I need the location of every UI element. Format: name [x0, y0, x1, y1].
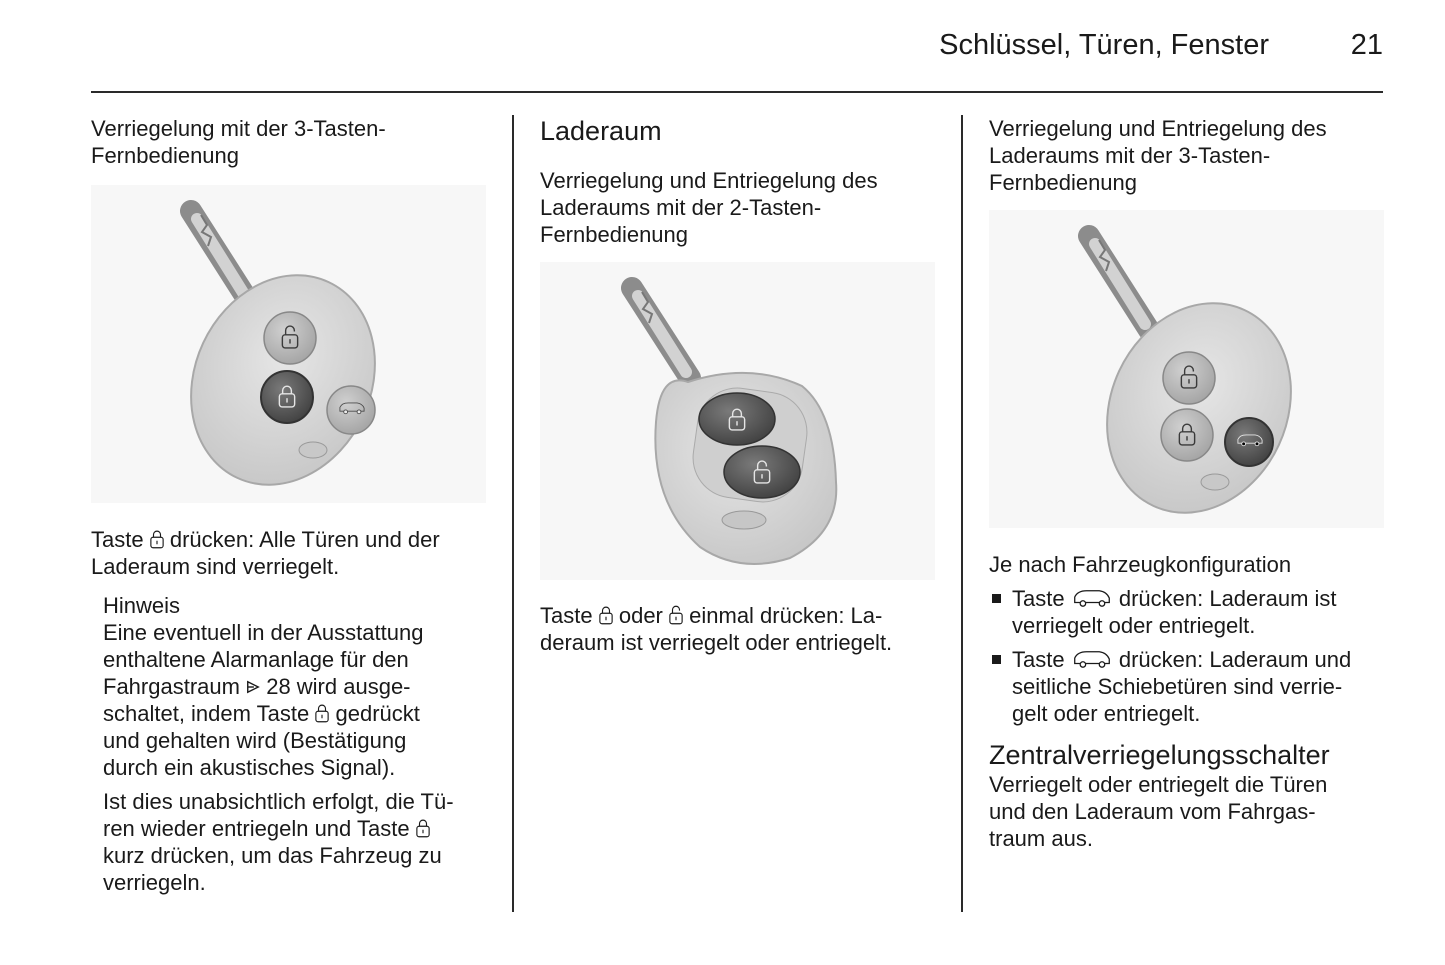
column-3 [989, 115, 1389, 852]
column-divider-1 [512, 115, 514, 912]
figure-2-button-remote [540, 262, 935, 580]
figure-3-button-remote-cargo [989, 210, 1384, 528]
van-icon [1071, 649, 1113, 669]
lock-icon [599, 605, 613, 625]
lock-icon [150, 529, 164, 549]
column-divider-2 [961, 115, 963, 912]
unlock-button [264, 312, 316, 364]
lock-button [699, 393, 775, 445]
section-heading-zentralverriegelung: Zentralverriegelungsschalter [989, 740, 1330, 770]
column-1 [91, 115, 496, 896]
note-title: Hinweis [103, 593, 181, 618]
col3-subheading: Verriegelung und Entriegelung des Laderaums mit der 3-Tasten- Fernbedienung [989, 116, 1327, 195]
note-paragraph-2: Ist dies unabsichtlich erfolgt, die Tü- ren wieder entriegeln und Taste kurz drücken, um das Fahrzeug zu verriegeln. [103, 789, 454, 895]
unlock-button [724, 446, 800, 498]
col1-figure-caption: Taste drücken: Alle Türen und der Laderaum sind verriegelt. [91, 527, 440, 579]
page-number: 21 [1350, 29, 1383, 61]
col3-body: Verriegelt oder entriegelt die Türen und den Laderaum vom Fahrgas- traum aus. [989, 772, 1328, 851]
col2-subheading: Verriegelung und Entriegelung des Laderaums mit der 2-Tasten- Fernbedienung [540, 168, 878, 247]
lock-icon [416, 818, 430, 838]
lock-button [261, 371, 313, 423]
note-box [103, 592, 496, 896]
col2-caption: Taste oder einmal drücken: La- deraum ist verriegelt oder entriegelt. [540, 603, 893, 655]
lock-button [1161, 409, 1213, 461]
col3-intro: Je nach Fahrzeugkonfiguration [989, 552, 1292, 577]
unlock-icon [669, 605, 683, 625]
section-heading-laderaum: Laderaum [540, 116, 662, 146]
header-rule [91, 91, 1383, 93]
lock-icon [315, 703, 329, 723]
page-reference-icon [246, 678, 260, 696]
note-paragraph-1: Eine eventuell in der Ausstattung enthaltene Alarmanlage für den Fahrgastraum 28 wird ausge- schaltet, indem Taste gedrückt und gehalten wird (Bestätigung durch ein akustisches Signal). [103, 620, 424, 780]
page-title: Schlüssel, Türen, Fenster [939, 29, 1269, 61]
unlock-button [1163, 352, 1215, 404]
cargo-button [1225, 418, 1273, 466]
van-icon [1071, 588, 1113, 608]
cargo-button [327, 386, 375, 434]
list-item: Taste drücken: Laderaum und seitliche Schiebetüren sind verrie- gelt oder entriegelt. [989, 646, 1389, 727]
bullet-list [989, 585, 1389, 727]
col1-subheading: Verriegelung mit der 3-Tasten- Fernbedienung [91, 116, 386, 168]
column-2 [540, 115, 940, 656]
list-item: Taste drücken: Laderaum ist verriegelt oder entriegelt. [989, 585, 1389, 639]
figure-3-button-remote-lock [91, 185, 486, 503]
